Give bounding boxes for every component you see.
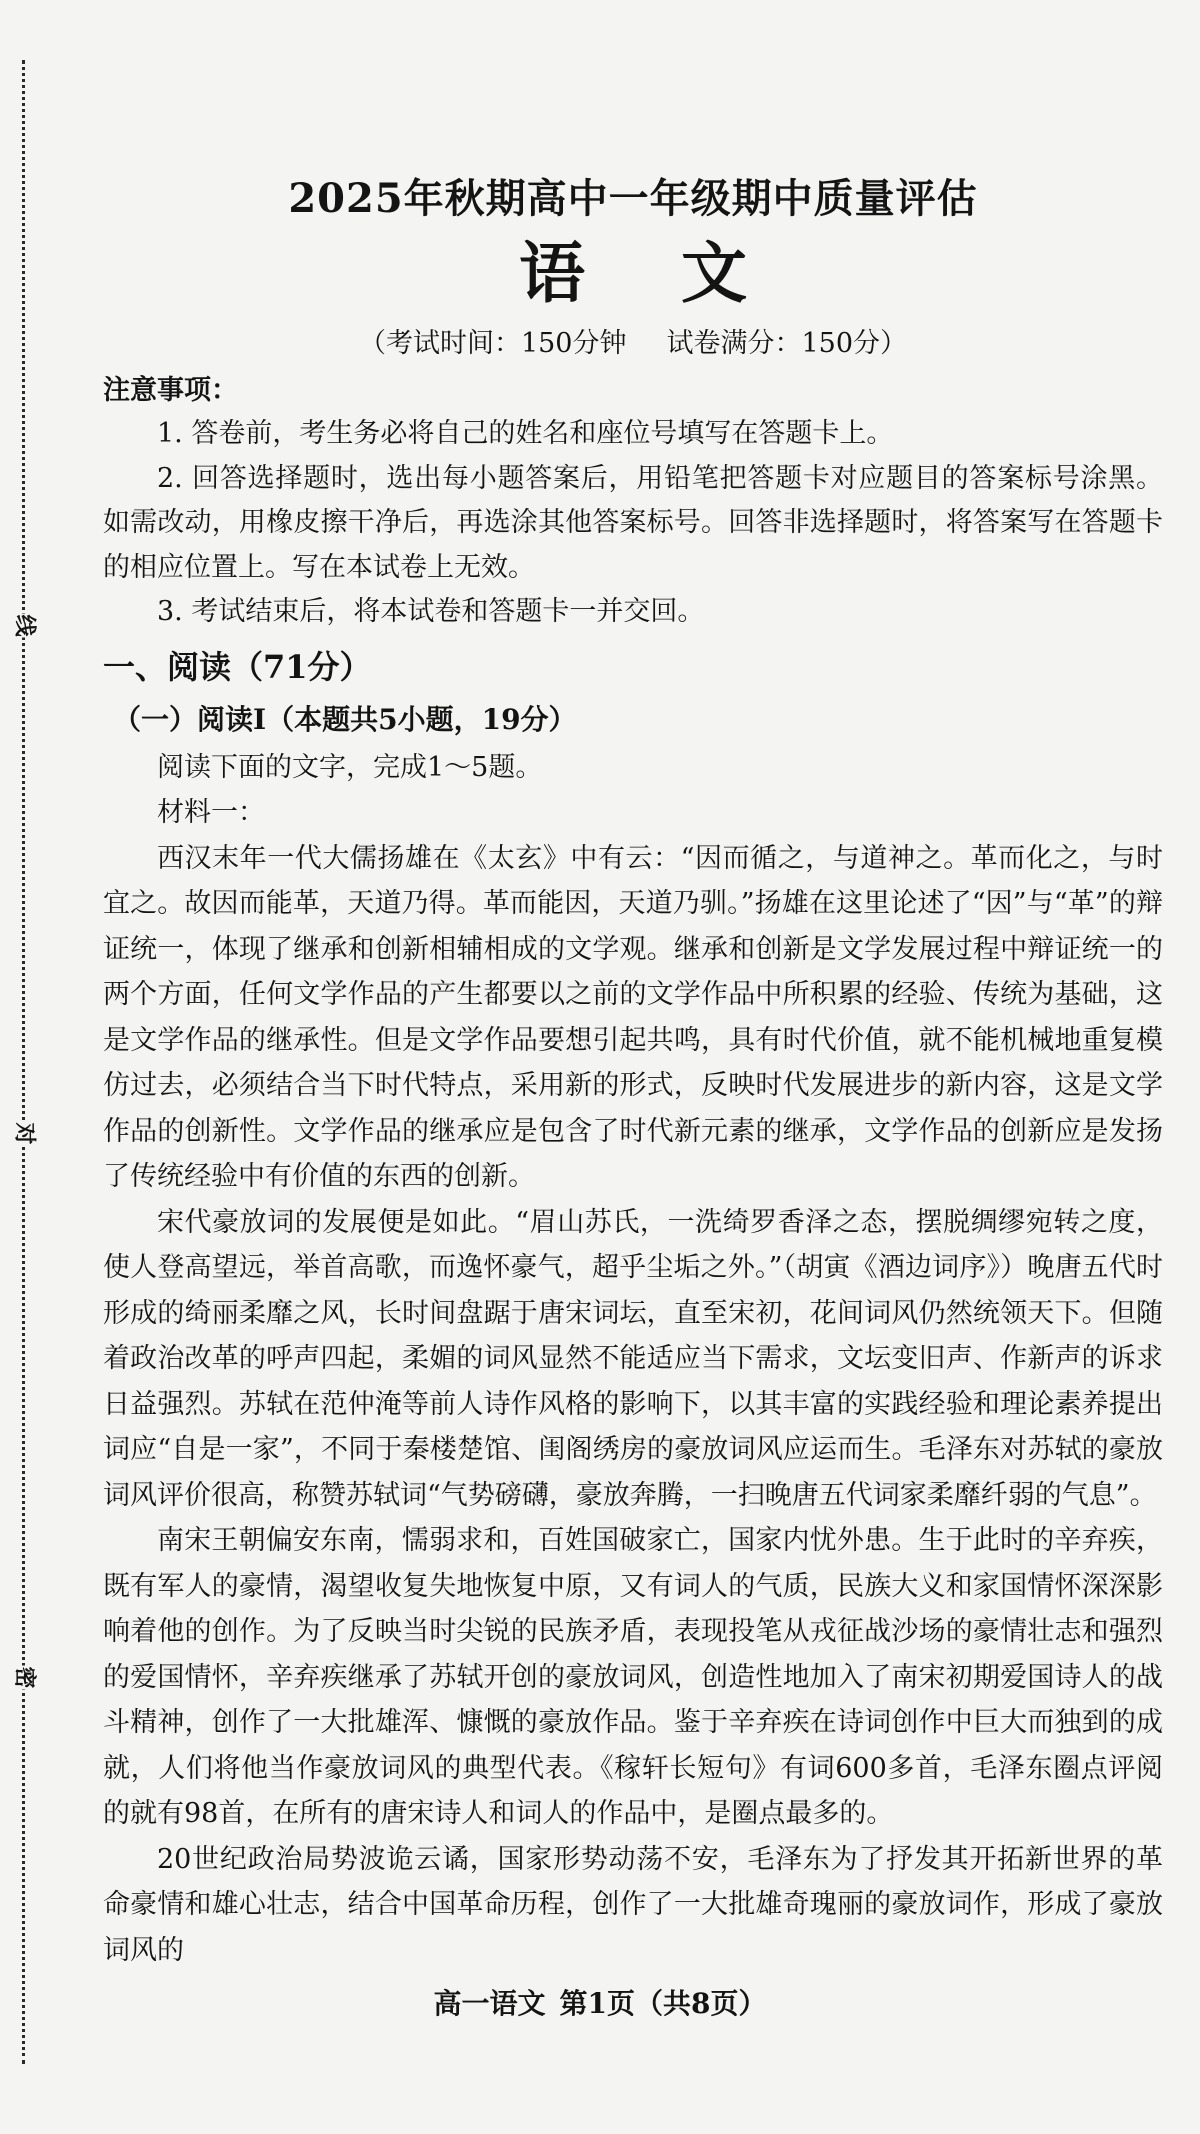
- notice-title: 注意事项：: [103, 375, 238, 406]
- reading-passage: [103, 745, 1163, 1974]
- footer-course: 高一语文: [433, 1987, 546, 2020]
- passage-paragraph-2: 宋代豪放词的发展便是如此。“眉山苏氏，一洗绮罗香泽之态，摆脱绸缪宛转之度，使人登高望远，举首高歌，而逸怀豪气，超乎尘垢之外。”（胡寅《酒边词序》）晚唐五代时形成的绮丽柔靡之风，长时间盘踞于唐宋词坛，直至宋初，花间词风仍然统领天下。但随着政治改革的呼声四起，柔媚的词风显然不能适应当下需求，文坛变旧声、作新声的诉求日益强烈。苏轼在范仲淹等前人诗作风格的影响下，以其丰富的实践经验和理论素养提出词应“自是一家”，不同于秦楼楚馆、闺阁绣房的豪放词风应运而生。毛泽东对苏轼的豪放词风评价很高，称赞苏轼词“气势磅礴，豪放奔腾，一扫晚唐五代词家柔靡纤弱的气息”。: [103, 1206, 1163, 1511]
- footer-page-number: 第1页（共8页）: [559, 1987, 767, 2020]
- passage-paragraph-3: 南宋王朝偏安东南，懦弱求和，百姓国破家亡，国家内忧外患。生于此时的辛弃疾，既有军人的豪情，渴望收复失地恢复中原，又有词人的气质，民族大义和家国情怀深深影响着他的创作。为了反映当时尖锐的民族矛盾，表现投笔从戎征战沙场的豪情壮志和强烈的爱国情怀，辛弃疾继承了苏轼开创的豪放词风，创造性地加入了南宋初期爱国诗人的战斗精神，创作了一大批雄浑、慷慨的豪放作品。鉴于辛弃疾在诗词创作中巨大而独到的成就，人们将他当作豪放词风的典型代表。《稼轩长短句》有词600多首，毛泽东圈点评阅的就有98首，在所有的唐宋诗人和词人的作品中，是圈点最多的。: [103, 1525, 1163, 1829]
- binding-mark-dui: 对: [11, 1122, 42, 1146]
- passage-paragraph-1: 西汉末年一代大儒扬雄在《太玄》中有云：“因而循之，与道神之。革而化之，与时宜之。故因而能革，天道乃得。革而能因，天道乃驯。”扬雄在这里论述了“因”与“革”的辩证统一，体现了继承和创新相辅相成的文学观。继承和创新是文学发展过程中辩证统一的两个方面，任何文学作品的产生都要以之前的文学作品中所积累的经验、传统为基础，这是文学作品的继承性。但是文学作品要想引起共鸣，具有时代价值，就不能机械地重复模仿过去，必须结合当下时代特点，采用新的形式，反映时代发展进步的新内容，这是文学作品的创新性。文学作品的继承应是包含了时代新元素的继承，文学作品的创新应是发扬了传统经验中有价值的东西的创新。: [103, 842, 1163, 1192]
- passage-paragraph-4: 20世纪政治局势波诡云谲，国家形势动荡不安，毛泽东为了抒发其开拓新世界的革命豪情和雄心壮志，结合中国革命历程，创作了一大批雄奇瑰丽的豪放词作，形成了豪放词风的: [103, 1843, 1163, 1966]
- page-footer: [0, 1982, 1200, 2022]
- binding-dotted-line: [22, 60, 25, 2064]
- full-score: 试卷满分：150分）: [666, 328, 908, 359]
- exam-time: （考试时间：150分钟: [358, 328, 627, 359]
- exam-info: [103, 320, 1163, 368]
- binding-mark-xian: 线: [11, 614, 42, 638]
- exam-page: [103, 170, 1163, 1973]
- section-title: 一、阅读（71分）: [103, 647, 372, 686]
- exam-title: 2025年秋期高中一年级期中质量评估: [288, 175, 978, 222]
- notice-item-1: 1. 答卷前，考生务必将自己的姓名和座位号填写在答题卡上。: [157, 418, 894, 449]
- notice-item-2: 2. 回答选择题时，选出每小题答案后，用铅笔把答题卡对应题目的答案标号涂黑。如需改动，用橡皮擦干净后，再选涂其他答案标号。回答非选择题时，将答案写在答题卡的相应位置上。写在本试卷上无效。: [103, 462, 1163, 583]
- notice-item-3: 3. 考试结束后，将本试卷和答题卡一并交回。: [157, 596, 705, 627]
- binding-mark-mi: 密: [11, 1666, 42, 1690]
- instruction: 阅读下面的文字，完成1～5题。: [157, 751, 543, 783]
- material-label: 材料一：: [157, 797, 265, 828]
- subsection-title: （一）阅读Ⅰ（本题共5小题，19分）: [113, 702, 577, 736]
- subject-title: 语文: [519, 234, 843, 312]
